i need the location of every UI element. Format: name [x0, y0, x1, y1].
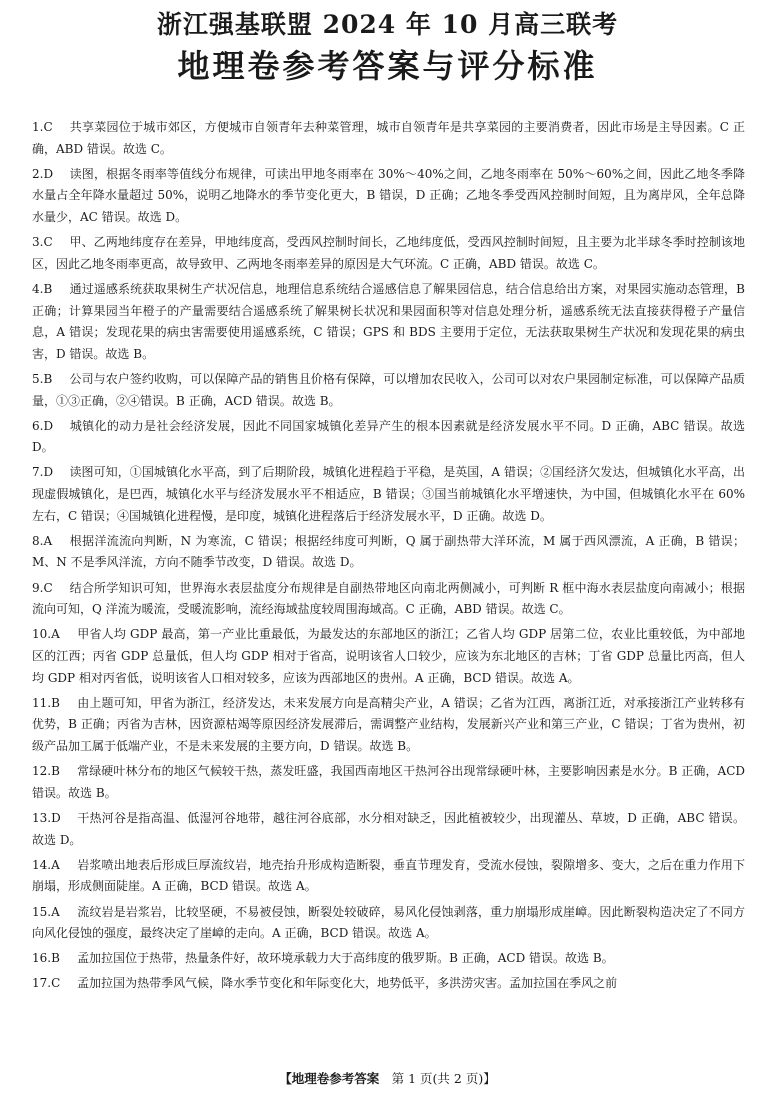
footer-label: 【地理卷参考答案 — [279, 1071, 380, 1086]
answer-number: 15. — [32, 904, 52, 919]
page-subtitle: 地理卷参考答案与评分标准 — [177, 47, 598, 85]
answer-key: B — [51, 764, 60, 779]
answer-item — [32, 578, 745, 621]
answer-key: C — [43, 235, 53, 250]
answer-explanation: 城镇化的动力是社会经济发展，因此不同国家城镇化差异产生的根本因素就是经济发展水平不同。D 正确，ABC 错误。故选 D。 — [32, 418, 745, 455]
answer-key: C — [43, 120, 53, 134]
answer-key: B — [43, 281, 53, 296]
answer-number: 10. — [32, 627, 52, 642]
answer-number: 4. — [32, 281, 44, 296]
answer-item — [32, 761, 745, 804]
answer-explanation: 岩浆喷出地表后形成巨厚流纹岩，地壳抬升形成构造断裂，垂直节理发育，受流水侵蚀，裂隙增多、变大，之后在重力作用下崩塌，形成侧面陡崖。A 正确，BCD 错误。故选 A。 — [32, 857, 745, 894]
answer-item — [32, 948, 745, 970]
answer-item — [32, 369, 745, 412]
answer-explanation: 公司与农户签约收购，可以保障产品的销售且价格有保障，可以增加农民收入，公司可以对农户果园制定标准，可以保障产品质量，①③正确，②④错误。B 正确，ACD 错误。故选 B。 — [32, 371, 745, 408]
answer-key: A — [51, 857, 60, 872]
answer-key: D — [43, 166, 54, 181]
answer-key: B — [51, 695, 60, 710]
answer-item — [32, 117, 745, 160]
answer-explanation: 甲省人均 GDP 最高，第一产业比重最低，为最发达的东部地区的浙江；乙省人均 GDP 居第二位，农业比重较低，为中部地区的江西；丙省 GDP 总量低，但人均 GDP 相对于省高，说明该省人口较少，应该为东北地区的吉林；丁省 GDP 总量比丙高，但人均 GDP 相对丙省低，说明该省人口相对较多，应该为西部地区的贵州。A 正确，BCD 错误。故选 A。 — [32, 627, 745, 685]
answer-explanation: 通过遥感系统获取果树生产状况信息，地理信息系统结合遥感信息了解果园信息，结合信息给出方案，对果园实施动态管理，B 正确；计算果园当年橙子的产量需要结合遥感系统了解果树长状况和果园面积等对信息处理分析，遥感系统无法直接获得橙子产量信息，A 错误；发现花果的病虫害需要使用遥感系统，C 错误；GPS 和 BDS 主要用于定位，无法获取果树生产状况和发现花果的病虫害，D 错误。故选 B。 — [32, 281, 745, 361]
answer-explanation: 孟加拉国位于热带，热量条件好，故环境承载力大于高纬度的俄罗斯。B 正确，ACD 错误。故选 B。 — [77, 951, 614, 966]
answer-list — [32, 117, 745, 999]
answer-item — [32, 462, 745, 527]
answer-number: 3. — [32, 235, 44, 250]
answer-key: B — [43, 371, 53, 386]
answer-number: 6. — [32, 418, 44, 433]
answer-number: 11. — [32, 695, 52, 710]
answer-number: 8. — [32, 533, 44, 548]
answer-number: 7. — [32, 465, 44, 480]
answer-number: 12. — [32, 764, 52, 779]
answer-explanation: 根据洋流流向判断，N 为寒流，C 错误；根据经纬度可判断，Q 属于副热带大洋环流，M 属于西风漂流，A 正确，B 错误；M、N 不是季风洋流，方向不随季节改变，D 错误。故选 D。 — [32, 533, 745, 570]
answer-number: 14. — [32, 857, 52, 872]
answer-number: 17. — [32, 976, 52, 991]
answer-explanation: 结合所学知识可知，世界海水表层盐度分布规律是自副热带地区向南北两侧减小，可判断 R 框中海水表层盐度向南减小；根据流向可知，Q 洋流为暖流，受暖流影响，流经海域盐度较周围海域高。C 正确，ABD 错误。故选 C。 — [32, 580, 745, 617]
page-footer — [0, 1070, 775, 1088]
answer-key: D — [43, 465, 54, 480]
answer-key: C — [51, 976, 61, 991]
answer-explanation: 读图，根据冬雨率等值线分布规律，可读出甲地冬雨率在 30%～40%之间，乙地冬雨率在 50%～60%之间，因此乙地冬季降水量占全年降水量超过 50%，说明乙地降水的季节变化更大，B 错误，D 正确；乙地冬季受西风控制时间短，且为离岸风，全年总降水量少，AC 错误。故选 D。 — [32, 166, 745, 224]
answer-explanation: 流纹岩是岩浆岩，比较坚硬，不易被侵蚀，断裂处较破碎，易风化侵蚀剥落，重力崩塌形成崖嶂。因此断裂构造决定了不同方向风化侵蚀的强度，最终决定了崖嶂的走向。A 正确，BCD 错误。故选 A。 — [32, 904, 745, 941]
answer-item — [32, 973, 745, 995]
answer-item — [32, 416, 745, 459]
answer-number: 16. — [32, 951, 52, 966]
answer-item — [32, 808, 745, 851]
answer-explanation: 由上题可知，甲省为浙江，经济发达，未来发展方向是高精尖产业，A 错误；乙省为江西，离浙江近，对承接浙江产业转移有优势，B 正确；丙省为吉林，因资源枯竭等原因经济发展滞后，需调整产业结构，发展新兴产业和第三产业，C 错误；丁省为贵州，初级产品加工属于低端产业，不是未来发展的主要方向，D 错误。故选 B。 — [32, 695, 745, 753]
answer-number: 5. — [32, 371, 44, 386]
answer-key: C — [43, 580, 53, 595]
answer-key: B — [51, 951, 60, 966]
answer-item — [32, 531, 745, 574]
answer-number: 9. — [32, 580, 44, 595]
answer-item — [32, 693, 745, 758]
answer-explanation: 孟加拉国为热带季风气候，降水季节变化和年际变化大，地势低平，多洪涝灾害。孟加拉国在季风之前 — [77, 976, 618, 991]
answer-item — [32, 164, 745, 229]
answer-explanation: 甲、乙两地纬度存在差异，甲地纬度高，受西风控制时间长，乙地纬度低，受西风控制时间短，且主要为北半球冬季时控制该地区，因此乙地冬雨率更高，故导致甲、乙两地冬雨率差异的原因是大气环流。C 正确，ABD 错误。故选 C。 — [32, 235, 745, 271]
answer-key: D — [43, 418, 54, 433]
answer-number: 1. — [32, 120, 44, 134]
answer-number: 2. — [32, 166, 44, 181]
answer-item — [32, 279, 745, 365]
answer-number: 13. — [32, 810, 52, 825]
answer-key: D — [51, 810, 61, 825]
footer-page-number: 第 1 页(共 2 页)】 — [391, 1071, 496, 1086]
answer-key: A — [51, 627, 60, 642]
answer-explanation: 共享菜园位于城市郊区，方便城市自领青年去种菜管理，城市自领青年是共享菜园的主要消费者，因此市场是主导因素。C 正确，ABD 错误。故选 C。 — [32, 120, 745, 156]
answer-item — [32, 855, 745, 898]
page-title: 浙江强基联盟 2024 年 10 月高三联考 — [156, 10, 619, 39]
answer-explanation: 干热河谷是指高温、低湿河谷地带，越往河谷底部，水分相对缺乏，因此植被较少，出现灌丛、草坡，D 正确，ABC 错误。故选 D。 — [32, 810, 745, 847]
answer-explanation: 常绿硬叶林分布的地区气候较干热，蒸发旺盛，我国西南地区干热河谷出现常绿硬叶林，主要影响因素是水分。B 正确，ACD 错误。故选 B。 — [32, 764, 745, 800]
answer-key: A — [51, 904, 60, 919]
answer-item — [32, 624, 745, 689]
answer-item — [32, 232, 745, 275]
answer-key: A — [43, 533, 53, 548]
answer-item — [32, 902, 745, 945]
answer-explanation: 读图可知，①国城镇化水平高，到了后期阶段，城镇化进程趋于平稳，是英国，A 错误；②国经济欠发达，但城镇化水平高，出现虚假城镇化，是巴西，城镇化水平与经济发展水平不相适应，B 错误；③国当前城镇化水平增速快，为中国，但城镇化水平在 60%左右，C 错误；④国城镇化进程慢，是印度，城镇化进程落后于经济发展水平，D 正确。故选 D。 — [32, 465, 745, 523]
